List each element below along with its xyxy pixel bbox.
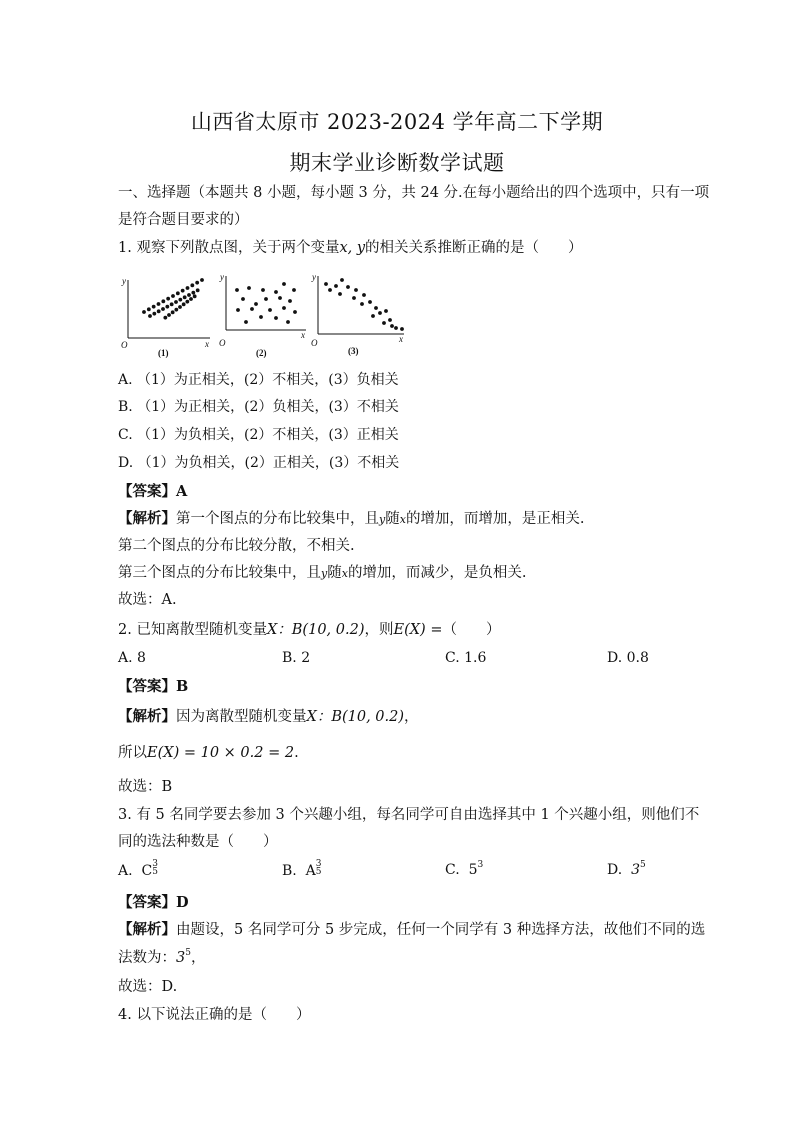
q1-option-b: B. （1）为正相关，(2）负相关，(3）不相关 [118, 399, 399, 415]
fig2-y-axis-label: y [220, 272, 224, 282]
scatter-point [334, 284, 338, 288]
fig1-caption: (1) [158, 348, 169, 358]
scatter-point [165, 305, 169, 309]
fig3-y-axis-label: y [312, 272, 316, 282]
scatter-point [360, 302, 364, 306]
scatter-point [148, 314, 152, 318]
q1-answer: 【答案】A [118, 483, 188, 500]
q3-stem-2: 同的选法种数是（ ） [118, 834, 278, 850]
q3-analysis-2: 法数为：$3^5$， [118, 948, 206, 966]
q1-option-d: D. （1）为负相关，(2）正相关，(3）不相关 [118, 455, 400, 471]
scatter-point [390, 324, 394, 328]
q2-option-a: A. 8 [118, 650, 146, 666]
scatter-point [362, 293, 366, 297]
fig2-x-axis-label: x [301, 330, 305, 340]
q2-analysis-2: 所以E(X) = 10 × 0.2 = 2. [118, 745, 299, 761]
q3-option-b: B. A 3 5 [282, 859, 322, 879]
scatter-point [261, 288, 265, 292]
scatter-point [174, 308, 178, 312]
scatter-point [282, 306, 286, 310]
scatter-point [182, 302, 186, 306]
scatter-point [400, 327, 404, 331]
scatter-point [241, 297, 245, 301]
scatter-point [268, 308, 272, 312]
scatter-point [189, 297, 193, 301]
scatter-point [274, 290, 278, 294]
scatter-point [171, 310, 175, 314]
q3-option-a: A. C 3 5 [118, 859, 158, 879]
scatter-point [388, 318, 392, 322]
scatter-point [250, 307, 254, 311]
scatter-point [196, 288, 200, 292]
scatter-point [187, 293, 191, 297]
scatter-point [186, 286, 190, 290]
fig3-origin: O [311, 338, 318, 348]
scatter-point [178, 298, 182, 302]
q3-choose: 故选：D. [118, 979, 178, 995]
q2-analysis-1: 【解析】因为离散型随机变量X：B(10, 0.2)， [118, 708, 419, 725]
scatter-point [166, 297, 170, 301]
section-heading: 一、选择题（本题共 8 小题，每小题 3 分，共 24 分.在每小题给出的四个选项中，只有一项 [118, 185, 710, 201]
scatter-point [354, 288, 358, 292]
scatter-point [171, 294, 175, 298]
scatter-point [190, 283, 194, 287]
scatter-point [147, 307, 151, 311]
scatter-figures [118, 268, 418, 363]
scatter-point [152, 305, 156, 309]
scatter-point [183, 295, 187, 299]
scatter-point [236, 308, 240, 312]
section-heading-cont: 是符合题目要求的） [118, 212, 249, 228]
q1-choose: 故选：A. [118, 592, 177, 608]
scatter-point [247, 286, 251, 290]
q2-stem: 2. 已知离散型随机变量X：B(10, 0.2)，则E(X) =（ ） [118, 622, 501, 638]
scatter-point [324, 282, 328, 286]
scatter-point [278, 296, 282, 300]
q4-stem: 4. 以下说法正确的是（ ） [118, 1007, 311, 1023]
fig1-x-axis-label: x [205, 339, 209, 349]
scatter-point [292, 288, 296, 292]
q1-analysis-2: 第二个图点的分布比较分散，不相关. [118, 538, 355, 554]
q1-analysis-1: 【解析】第一个图点的分布比较集中，且y随x的增加，而增加，是正相关. [118, 510, 585, 527]
q3-answer: 【答案】D [118, 894, 189, 911]
scatter-point [161, 307, 165, 311]
fig1-origin: O [121, 340, 128, 350]
scatter-point [152, 312, 156, 316]
scatter-point [384, 309, 388, 313]
scatter-point [193, 294, 197, 298]
scatter-point [264, 297, 268, 301]
fig3-x-axis-label: x [399, 334, 403, 344]
fig1-y-axis-label: y [122, 276, 126, 286]
scatter-point [274, 316, 278, 320]
scatter-point [254, 302, 258, 306]
q2-choose: 故选：B [118, 779, 173, 795]
scatter-point [338, 292, 342, 296]
scatter-point [368, 300, 372, 304]
scatter-point [382, 321, 386, 325]
scatter-point [235, 288, 239, 292]
fig3-caption: (3) [348, 346, 359, 356]
scatter-point [163, 316, 167, 320]
scatter-point [185, 300, 189, 304]
scatter-point [167, 313, 171, 317]
q3-stem-1: 3. 有 5 名同学要去参加 3 个兴趣小组，每名同学可自由选择其中 1 个兴趣小组，则他们不 [118, 807, 700, 823]
scatter-point [374, 306, 378, 310]
scatter-point [170, 302, 174, 306]
q3-option-d: D. $3^5$ [607, 860, 646, 878]
scatter-point [200, 278, 204, 282]
scatter-point [174, 300, 178, 304]
fig2-points [235, 282, 297, 324]
scatter-point [161, 299, 165, 303]
q1-stem: 1. 观察下列散点图，关于两个变量x, y的相关关系推断正确的是（ ） [118, 240, 583, 256]
q3-analysis-1: 【解析】由题设，5 名同学可分 5 步完成，任何一个同学有 3 种选择方法，故他们不同的选 [118, 921, 706, 938]
doc-title-line1: 山西省太原市 2023-2024 学年高二下学期 [190, 110, 604, 134]
scatter-point [178, 305, 182, 309]
q1-option-c: C. （1）为负相关，(2）不相关，(3）正相关 [118, 427, 399, 443]
scatter-point [371, 314, 375, 318]
scatter-point [352, 296, 356, 300]
q2-option-d: D. 0.8 [607, 650, 649, 666]
scatter-point [176, 291, 180, 295]
fig1-points [142, 278, 204, 319]
fig3-points [324, 278, 404, 331]
scatter-point [346, 285, 350, 289]
scatter-point [340, 278, 344, 282]
scatter-point [157, 302, 161, 306]
scatter-point [378, 311, 382, 315]
q1-option-a: A. （1）为正相关，(2）不相关，(3）负相关 [118, 372, 399, 388]
scatter-point [282, 282, 286, 286]
q2-option-b: B. 2 [282, 650, 311, 666]
q1-analysis-3: 第三个图点的分布比较集中，且y随x的增加，而减少，是负相关. [118, 565, 527, 581]
doc-title-line2: 期末学业诊断数学试题 [289, 151, 505, 175]
scatter-point [288, 299, 292, 303]
q2-option-c: C. 1.6 [445, 650, 487, 666]
scatter-point [191, 291, 195, 295]
scatter-point [259, 315, 263, 319]
q2-answer: 【答案】B [118, 678, 189, 695]
scatter-point [142, 310, 146, 314]
fig2-origin: O [219, 338, 226, 348]
scatter-point [181, 289, 185, 293]
scatter-point [286, 320, 290, 324]
scatter-point [195, 281, 199, 285]
scatter-point [394, 326, 398, 330]
scatter-point [328, 288, 332, 292]
scatter-point [244, 320, 248, 324]
q3-option-c: C. $5^3$ [445, 860, 484, 878]
scatter-point [157, 309, 161, 313]
scatter-point [293, 310, 297, 314]
fig2-caption: (2) [256, 348, 267, 358]
